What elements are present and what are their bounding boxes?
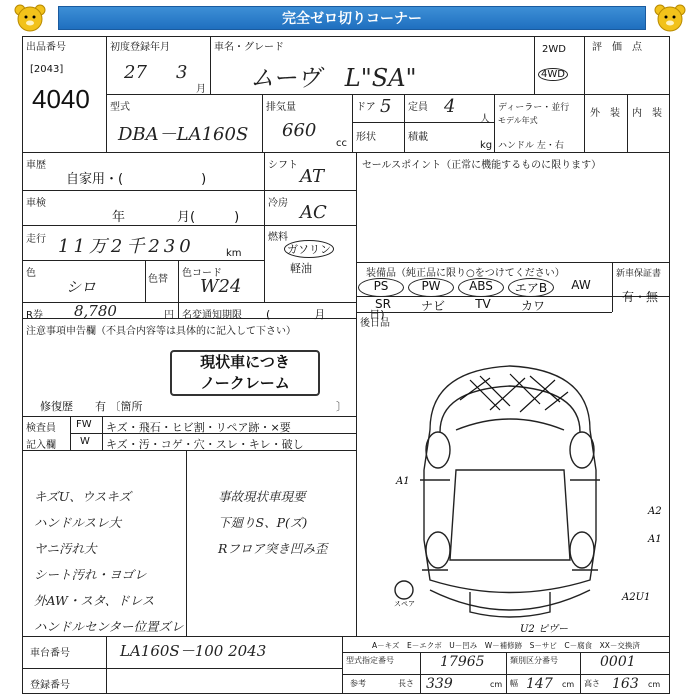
class-no-value: 0001 — [600, 654, 636, 670]
reg-label: 登録番号 — [30, 680, 70, 691]
shaken-label: 車検 — [26, 198, 46, 209]
first-reg-month: 3 — [176, 62, 188, 83]
stamp-line-1: 現状車につき — [200, 353, 290, 371]
cc-unit: cc — [336, 138, 347, 149]
height-label: 高さ — [584, 679, 600, 688]
note-left-1: キズU、ウスキズ — [34, 489, 132, 504]
type-no-value: 17965 — [440, 654, 485, 670]
color-value: シロ — [66, 278, 97, 296]
equipment-tv: TV — [475, 297, 491, 311]
banner-title: 完全ゼロ切りコーナー — [282, 11, 422, 27]
fuel-label: 燃料 — [268, 232, 288, 243]
damage-legend: A－キズ E－エクボ U－凹み W－補修跡 S－サビ C－腐食 XX－交換済 — [372, 641, 640, 650]
sales-label: セールスポイント（正常に機能するものに限ります） — [362, 160, 602, 171]
repair-close: 〕 — [336, 400, 347, 413]
reference-label: 参考 — [350, 679, 366, 688]
diagram-label-a2u1: A2U1 — [622, 592, 651, 603]
displacement-value: 660 — [282, 120, 317, 141]
chassis-label: 車台番号 — [30, 648, 70, 659]
shape-label: 形状 — [356, 132, 376, 143]
name-change-label: 名変通知期限 — [182, 310, 242, 321]
capacity-label: 定員 — [408, 102, 428, 113]
note-left-3: ヤニ汚れ大 — [34, 541, 97, 556]
lot-label: 出品番号 — [26, 42, 66, 53]
car-damage-diagram — [360, 330, 668, 636]
kg-unit: kg — [480, 140, 493, 151]
usage-label: 車歴 — [26, 160, 46, 171]
note-left-6: ハンドルセンター位置ズレ — [34, 619, 184, 634]
diagram-label-a1-left: A1 — [396, 476, 410, 487]
shaken-value: 年 月( ) — [112, 210, 240, 225]
model-value: DBA－LA160S — [118, 124, 249, 145]
interior-label: 内 装 — [632, 108, 662, 119]
color-code-label: 色コード — [182, 268, 222, 279]
drive-4wd: 4WD — [538, 68, 568, 81]
load-label: 積載 — [408, 132, 428, 143]
score-label: 評 価 点 — [592, 42, 642, 53]
color-label: 色 — [26, 268, 36, 279]
fw-label: FW — [76, 419, 92, 430]
no-claim-stamp — [170, 350, 320, 396]
diagram-label-spare: スペア — [394, 600, 415, 608]
price-label: R券 — [26, 310, 43, 321]
notes-label: 注意事項申告欄（不具合内容等は具体的に記入して下さい） — [26, 326, 296, 337]
drive-2wd: 2WD — [542, 44, 566, 55]
fuel-gas: ガソリン — [284, 240, 334, 258]
mascot-right-icon — [652, 2, 688, 36]
ac-label: 冷房 — [268, 198, 288, 209]
chassis-value: LA160S－100 2043 — [120, 642, 267, 660]
car-name-label: 車名・グレード — [214, 42, 284, 53]
dealer-label: ディーラー・並行 — [498, 103, 570, 113]
name-change-value: ( 月 日) — [266, 308, 385, 321]
diagram-label-a2: A2 — [648, 506, 662, 517]
fuel-diesel: 軽油 — [290, 262, 312, 275]
capacity-unit: 人 — [480, 114, 490, 125]
equipment-aw: AW — [571, 278, 591, 292]
usage-value: 自家用・( ) — [66, 172, 207, 187]
stamp-line-2: ノークレーム — [200, 374, 290, 392]
note-left-4: シート汚れ・ヨゴレ — [34, 567, 147, 582]
insurance-label: 新車保証書 — [616, 269, 662, 279]
mileage-label: 走行 — [26, 234, 46, 245]
note-right-3: Rフロア突き凹み歪 — [218, 541, 328, 556]
first-reg-label: 初度登録年月 — [110, 42, 170, 53]
handle-label: ハンドル 左・右 — [498, 141, 564, 151]
equipment-ps: PS — [358, 278, 404, 297]
capacity-value: 4 — [444, 96, 456, 117]
equipment-sr: SR — [375, 297, 391, 311]
lot-sub: [2043] — [30, 64, 64, 75]
length-unit: cm — [490, 680, 503, 689]
equipment-row-2 — [358, 297, 610, 314]
equipment-label: 装備品（純正品に限り○をつけてください） — [366, 268, 565, 279]
retrofit-label: 後日品 — [360, 318, 390, 329]
notes-left — [34, 484, 184, 640]
color-code-value: W24 — [200, 276, 242, 297]
width-label: 幅 — [510, 679, 518, 688]
inspector-label-1: 検査員 — [26, 423, 56, 434]
lot-number: 4040 — [32, 84, 90, 114]
color-no-label: 色替 — [148, 274, 168, 285]
height-value: 163 — [612, 676, 639, 692]
price-value: 8,780 — [74, 302, 117, 320]
equipment-navi: ナビ — [420, 299, 445, 313]
repair-label: 修復歴 有 〔箇所 — [40, 400, 143, 413]
model-year-label: モデル年式 — [498, 116, 538, 125]
fw2-text: キズ・汚・コゲ・穴・スレ・キレ・破し — [106, 438, 304, 451]
equipment-airbag: エアB — [508, 278, 554, 297]
doors-value: 5 — [380, 96, 392, 117]
width-value: 147 — [526, 676, 553, 692]
length-label: 長さ — [398, 679, 414, 688]
class-no-label: 類別区分番号 — [510, 656, 558, 665]
shift-label: シフト — [268, 160, 298, 171]
inspector-label-2: 記入欄 — [26, 440, 56, 451]
exterior-label: 外 装 — [590, 108, 620, 119]
height-unit: cm — [648, 680, 661, 689]
shift-value: AT — [300, 166, 325, 187]
km-unit: km — [226, 248, 242, 259]
ac-value: AC — [300, 202, 327, 223]
note-left-5: 外AW・スタ、ドレス — [34, 593, 155, 608]
mascot-left-icon — [12, 2, 48, 36]
first-reg-year: 27 — [124, 62, 147, 83]
diagram-label-u2: U2 ピヴー — [520, 624, 568, 635]
displacement-label: 排気量 — [266, 102, 296, 113]
notes-right — [218, 484, 327, 562]
width-unit: cm — [562, 680, 575, 689]
diagram-label-a1-right: A1 — [648, 534, 662, 545]
doors-label: ドア — [356, 102, 376, 113]
first-reg-month-unit: 月 — [196, 84, 206, 95]
car-name: ムーヴ L"SA" — [250, 64, 417, 92]
equipment-abs: ABS — [458, 278, 504, 297]
mileage-value: 11万2千230 — [58, 236, 195, 257]
insurance-value: 有・無 — [622, 290, 659, 304]
fw-text: キズ・飛石・ヒビ割・リペア跡・×要 — [106, 421, 291, 434]
banner — [58, 6, 646, 30]
length-value: 339 — [426, 676, 453, 692]
note-left-2: ハンドルスレ大 — [34, 515, 122, 530]
equipment-pw: PW — [408, 278, 454, 297]
yen-unit: 円 — [164, 310, 174, 321]
note-right-1: 事故現状車現要 — [218, 489, 306, 504]
model-label: 型式 — [110, 102, 130, 113]
fw2-label: W — [80, 436, 90, 447]
equipment-leather: カワ — [520, 299, 545, 313]
note-right-2: 下廻りS、P(ズ) — [218, 515, 308, 530]
type-no-label: 型式指定番号 — [346, 656, 394, 665]
equipment-row-1 — [358, 278, 610, 297]
